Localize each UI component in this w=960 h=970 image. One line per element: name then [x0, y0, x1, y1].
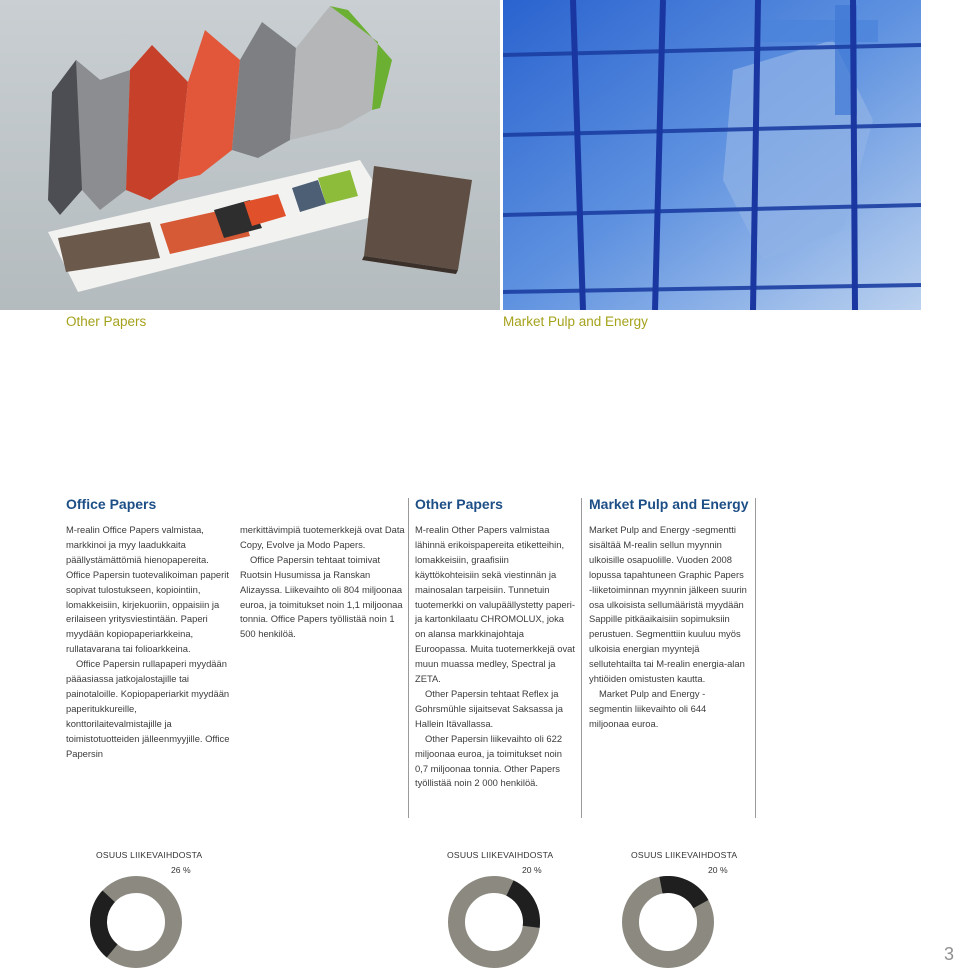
donut-chart-pulp	[622, 876, 714, 968]
office-papers-heading: Office Papers	[66, 496, 157, 512]
donut-chart-other	[448, 876, 540, 968]
donut-percent-other: 20 %	[522, 865, 542, 875]
other-papers-paragraph-3: Other Papersin liikevaihto oli 622 miljoonaa euroa, ja toimitukset noin 0,7 miljoonaa tonnia. Other Papers työllistää noin 2 000 henkilöä.	[415, 732, 563, 789]
folded-paper-photo	[0, 0, 500, 310]
office-papers-paragraph-4: Office Papersin tehtaat toimivat Ruotsin Husumissa ja Ranskan Alizayssa. Liikevaihto oli 804 miljoonaa euroa, ja toimitukset noin 1,1 miljoonaa tonnia. Office Papers työllistää noin 1 500 henkilöä.	[240, 553, 403, 640]
market-pulp-paragraph-2: Market Pulp and Energy -segmentin liikevaihto oli 644 miljoonaa euroa.	[589, 687, 707, 729]
office-papers-column-continued	[240, 494, 405, 642]
donut-label-office: OSUUS LIIKEVAIHDOSTA	[96, 850, 203, 860]
column-spacer	[240, 494, 405, 514]
donut-label-other: OSUUS LIIKEVAIHDOSTA	[447, 850, 554, 860]
market-pulp-paragraph-1: Market Pulp and Energy -segmentti sisältää M-realin sellun myynnin ulkoisille osapuolille. Vuoden 2008 lopussa tapahtuneen Graphic Papers -liiketoiminnan myynnin jälkeen suurin osa ulkoisista sellumääristä myydään Sappille pitkäaikaisiin sopimuksiin perustuen. Segmenttiin kuuluu myös ulkoisia energian myyntejä sellutehtailta tai M-realin energia-alan yhtiöiden omistusten kautta.	[589, 524, 747, 685]
office-papers-paragraph-2: Office Papersin rullapaperi myydään pääasiassa jatkojalostajille tai painotaloille. Kopiopaperiarkit myydään paperitukkureille, konttorilaitevalmistajille ja toimistotuotteiden jälleenmyyjille. Office Papersin	[66, 658, 230, 759]
market-pulp-column	[589, 494, 747, 732]
donut-label-pulp: OSUUS LIIKEVAIHDOSTA	[631, 850, 738, 860]
column-divider	[755, 498, 756, 818]
glass-facade-photo	[503, 0, 921, 310]
photo-caption-other-papers: Other Papers	[66, 314, 147, 329]
other-papers-paragraph-1: M-realin Other Papers valmistaa lähinnä erikoispapereita etiketteihin, lomakkeisiin, graafisiin käyttökohteisiin sekä viestinnän ja mainosalan tarpeisiin. Tunnetuin tuotemerkki on valupäällystetty paperi- ja kartonkilaatu CHROMOLUX, joka on alansa markkinajohtaja Euroopassa. Muita tuotemerkkejä ovat muun muassa medley, Spectral ja ZETA.	[415, 524, 575, 685]
other-papers-column	[415, 494, 575, 791]
donut-chart-office	[90, 876, 182, 968]
photo-caption-market-pulp: Market Pulp and Energy	[503, 314, 648, 329]
other-papers-heading: Other Papers	[415, 496, 503, 512]
office-papers-paragraph-3: merkittävimpiä tuotemerkkejä ovat Data Copy, Evolve ja Modo Papers.	[240, 524, 405, 550]
market-pulp-heading: Market Pulp and Energy	[589, 496, 749, 512]
other-papers-paragraph-2: Other Papersin tehtaat Reflex ja Gohrsmühle sijaitsevat Saksassa ja Hallein Itävallassa.	[415, 687, 563, 729]
office-papers-paragraph-1: M-realin Office Papers valmistaa, markkinoi ja myy laadukkaita päällystämättömiä hienopapereita. Office Papersin tuotevalikoiman paperit sopivat tulostukseen, kopiointiin, lomakkeisiin, kirjekuoriin, oppaisiin ja erilaiseen yritysviestintään. Paperi myydään kopiopaperiarkkeina, rullatavarana tai folioarkkeina.	[66, 524, 229, 655]
office-papers-column	[66, 494, 231, 762]
column-divider	[408, 498, 409, 818]
column-divider	[581, 498, 582, 818]
donut-percent-pulp: 20 %	[708, 865, 728, 875]
donut-percent-office: 26 %	[171, 865, 191, 875]
page-number: 3	[944, 944, 955, 964]
